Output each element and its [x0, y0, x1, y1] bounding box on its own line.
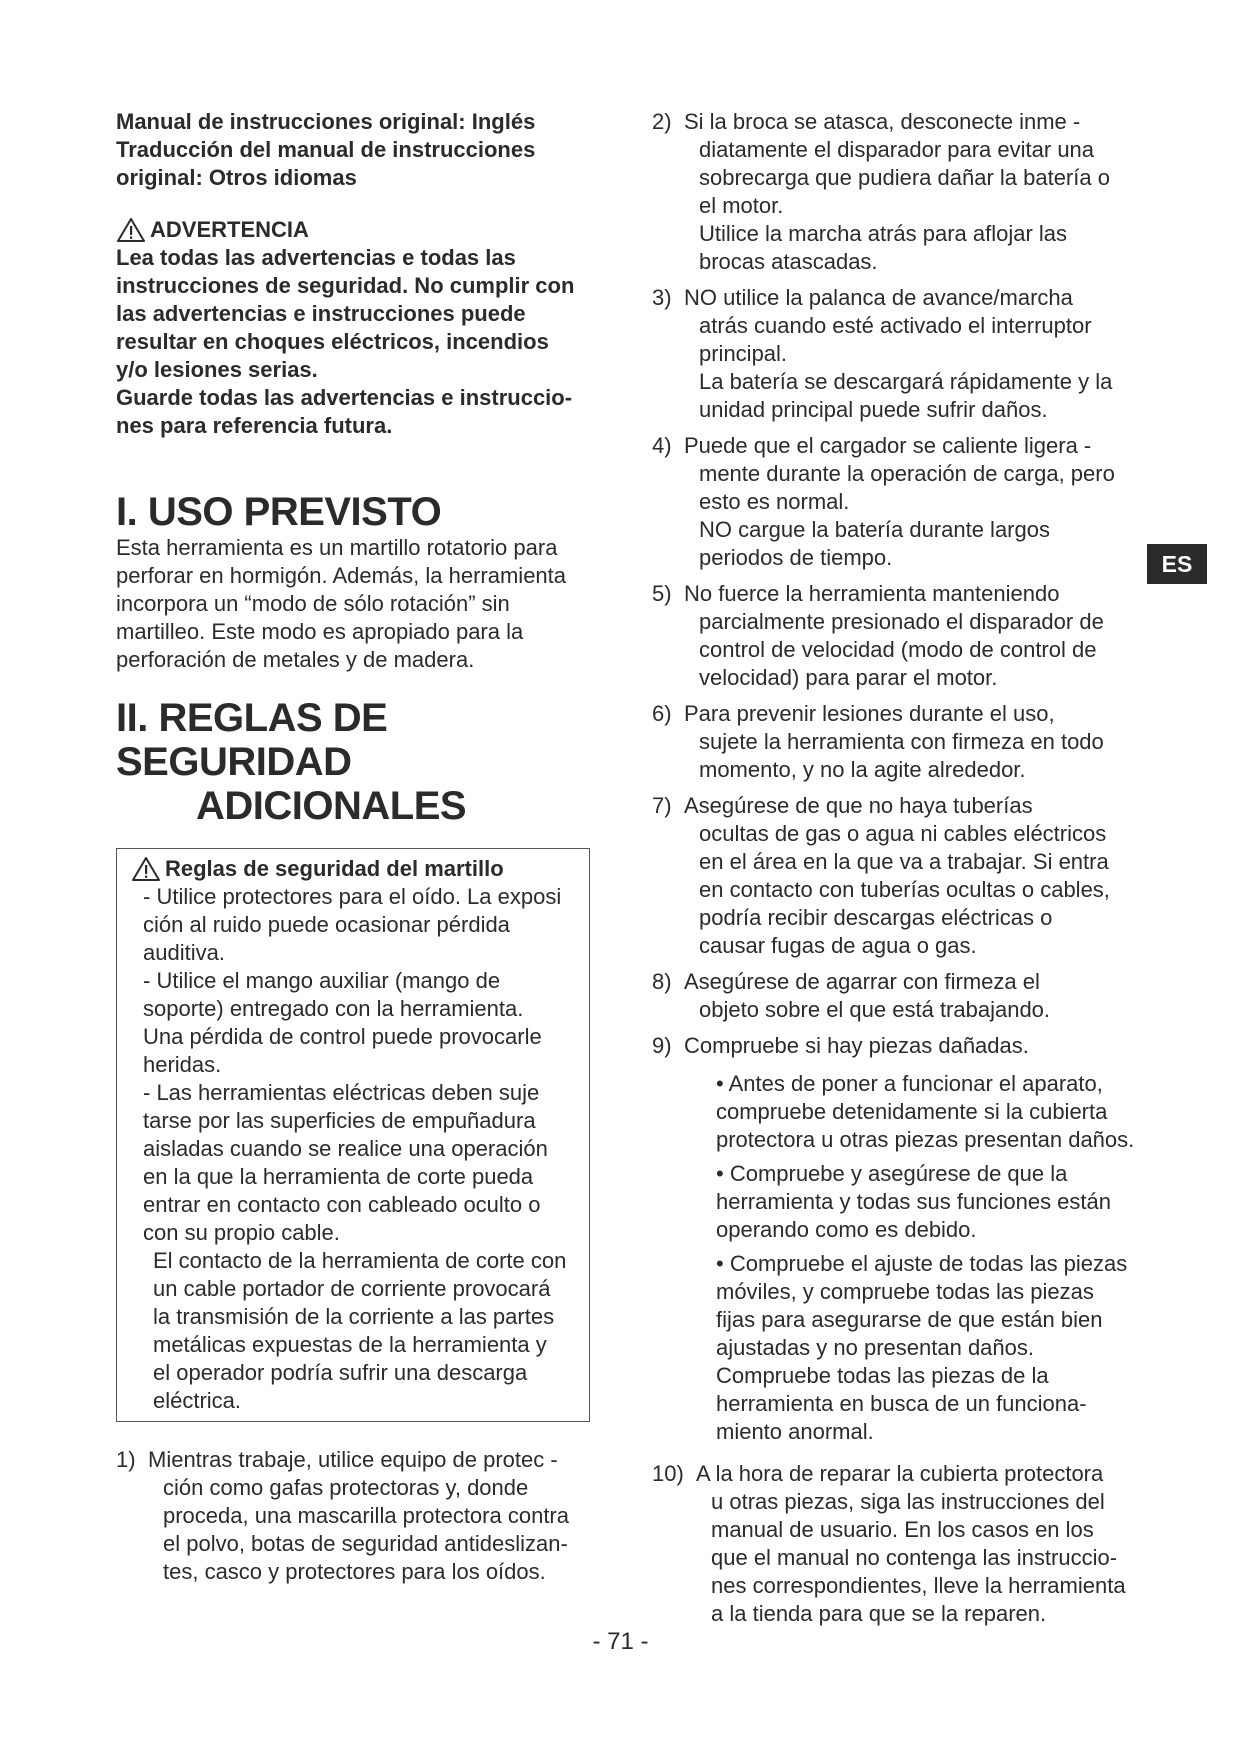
- list-text: [148, 1446, 590, 1586]
- list-line: esto es normal.: [699, 489, 850, 514]
- list-line: nes correspondientes, lleve la herramienta: [711, 1573, 1126, 1598]
- language-tab: ES: [1147, 544, 1207, 584]
- box-line: heridas.: [143, 1052, 222, 1077]
- title-line: ADICIONALES: [196, 784, 467, 828]
- list-item: [652, 1032, 1162, 1452]
- bullet-list: [684, 1070, 1162, 1446]
- header-line: Traducción del manual de instrucciones: [116, 137, 536, 162]
- box-line: ción al ruido puede ocasionar pérdida: [143, 912, 510, 937]
- warning-heading: [116, 216, 590, 244]
- box-line: soporte) entregado con la herramienta.: [143, 996, 524, 1021]
- list-line: a la tienda para que se la reparen.: [711, 1601, 1047, 1626]
- list-line: NO utilice la palanca de avance/marcha: [684, 285, 1073, 310]
- manual-header: [116, 108, 590, 192]
- bullet-line: herramienta en busca de un funciona-: [716, 1391, 1087, 1416]
- list-number: 7): [652, 793, 672, 818]
- bullet-line: miento anormal.: [716, 1419, 874, 1444]
- box-line: el operador podría sufrir una descarga: [153, 1360, 528, 1385]
- bullet-line: fijas para asegurarse de que están bien: [716, 1307, 1103, 1332]
- list-line: control de velocidad (modo de control de: [699, 637, 1097, 662]
- list-number: 10): [652, 1461, 684, 1486]
- left-numbered-list: [116, 1446, 590, 1586]
- bullet-line: protectora u otras piezas presentan daños.: [716, 1127, 1135, 1152]
- box-line: un cable portador de corriente provocará: [153, 1276, 551, 1301]
- warning-triangle-icon: [116, 217, 146, 243]
- list-line: el motor.: [699, 193, 784, 218]
- right-column: [652, 108, 1162, 1636]
- list-line: Compruebe si hay piezas dañadas.: [684, 1033, 1029, 1058]
- bullet-line: herramienta y todas sus funciones están: [716, 1189, 1112, 1214]
- bullet-item: [716, 1070, 1162, 1154]
- list-line: causar fugas de agua o gas.: [699, 933, 977, 958]
- bullet-line: ajustadas y no presentan daños.: [716, 1335, 1035, 1360]
- warning-triangle-icon: [131, 856, 161, 882]
- box-line: tarse por las superficies de empuñadura: [143, 1108, 536, 1133]
- list-line: sobrecarga que pudiera dañar la batería o: [699, 165, 1110, 190]
- body-line: incorpora un “modo de sólo rotación” sin: [116, 591, 510, 616]
- list-line: en contacto con tuberías ocultas o cables,: [699, 877, 1110, 902]
- list-item: [652, 792, 1162, 960]
- header-line: Manual de instrucciones original: Inglés: [116, 109, 536, 134]
- box-line: - Utilice el mango auxiliar (mango de: [143, 968, 501, 993]
- page-number: - 71 -: [592, 1628, 649, 1655]
- list-number: 4): [652, 433, 672, 458]
- list-line: manual de usuario. En los casos en los: [711, 1517, 1094, 1542]
- section1-body: [116, 534, 590, 674]
- list-item: [652, 700, 1162, 784]
- left-column: [116, 108, 590, 1594]
- box-line: metálicas expuestas de la herramienta y: [153, 1332, 547, 1357]
- box-line: - Utilice protectores para el oído. La exposi: [143, 884, 562, 909]
- list-line: sujete la herramienta con firmeza en todo: [699, 729, 1104, 754]
- list-line: periodos de tiempo.: [699, 545, 893, 570]
- bullet-line: operando como es debido.: [716, 1217, 977, 1242]
- list-number: 3): [652, 285, 672, 310]
- list-line: proceda, una mascarilla protectora contra: [163, 1503, 569, 1528]
- list-text: [684, 108, 1162, 276]
- list-text: [696, 1460, 1162, 1628]
- list-line: NO cargue la batería durante largos: [699, 517, 1050, 542]
- list-line: Mientras trabaje, utilice equipo de protec -: [148, 1447, 558, 1472]
- title-line: II. REGLAS DE SEGURIDAD: [116, 696, 388, 784]
- box-line: entrar en contacto con cableado oculto o: [143, 1192, 541, 1217]
- list-number: 8): [652, 969, 672, 994]
- warning-body: [116, 244, 590, 440]
- body-line: perforación de metales y de madera.: [116, 647, 475, 672]
- warning-line: Lea todas las advertencias e todas las: [116, 245, 516, 270]
- list-line: No fuerce la herramienta manteniendo: [684, 581, 1060, 606]
- list-item: [652, 1460, 1162, 1628]
- box-paragraph: [131, 1247, 583, 1415]
- box-item: [131, 883, 583, 967]
- list-line: podría recibir descargas eléctricas o: [699, 905, 1053, 930]
- body-line: martilleo. Este modo es apropiado para la: [116, 619, 524, 644]
- warning-line: las advertencias e instrucciones puede: [116, 301, 526, 326]
- body-line: Esta herramienta es un martillo rotatorio para: [116, 535, 558, 560]
- bullet-line: • Compruebe y asegúrese de que la: [716, 1161, 1068, 1186]
- list-line: atrás cuando esté activado el interruptor: [699, 313, 1092, 338]
- bullet-line: • Compruebe el ajuste de todas las piezas: [716, 1251, 1128, 1276]
- bullet-item: [716, 1250, 1162, 1446]
- list-line: Para prevenir lesiones durante el uso,: [684, 701, 1055, 726]
- bullet-line: Compruebe todas las piezas de la: [716, 1363, 1049, 1388]
- list-text: [684, 284, 1162, 424]
- list-text: [684, 1032, 1162, 1452]
- list-item: [116, 1446, 590, 1586]
- list-text: [684, 432, 1162, 572]
- list-line: Asegúrese de que no haya tuberías: [684, 793, 1033, 818]
- list-line: Puede que el cargador se caliente ligera -: [684, 433, 1092, 458]
- list-item: [652, 108, 1162, 276]
- list-line: momento, y no la agite alrededor.: [699, 757, 1026, 782]
- list-number: 2): [652, 109, 672, 134]
- list-line: parcialmente presionado el disparador de: [699, 609, 1104, 634]
- list-line: velocidad) para parar el motor.: [699, 665, 998, 690]
- list-line: La batería se descargará rápidamente y la: [699, 369, 1113, 394]
- list-line: u otras piezas, siga las instrucciones del: [711, 1489, 1105, 1514]
- list-line: Asegúrese de agarrar con firmeza el: [684, 969, 1040, 994]
- hammer-safety-box: [116, 848, 590, 1422]
- list-text: [684, 792, 1162, 960]
- list-line: Si la broca se atasca, desconecte inme -: [684, 109, 1081, 134]
- box-line: la transmisión de la corriente a las partes: [153, 1304, 555, 1329]
- hammer-box-heading: [131, 855, 583, 883]
- warning-line: Guarde todas las advertencias e instruccio-: [116, 385, 573, 410]
- box-line: - Las herramientas eléctricas deben suje: [143, 1080, 540, 1105]
- box-line: Una pérdida de control puede provocarle: [143, 1024, 542, 1049]
- box-line: eléctrica.: [153, 1388, 242, 1413]
- list-line: que el manual no contenga las instruccio-: [711, 1545, 1118, 1570]
- header-line: original: Otros idiomas: [116, 165, 357, 190]
- warning-line: resultar en choques eléctricos, incendios: [116, 329, 549, 354]
- list-line: brocas atascadas.: [699, 249, 878, 274]
- box-line: El contacto de la herramienta de corte con: [153, 1248, 567, 1273]
- box-item: [131, 967, 583, 1079]
- list-line: en el área en la que va a trabajar. Si entra: [699, 849, 1109, 874]
- warning-line: instrucciones de seguridad. No cumplir con: [116, 273, 575, 298]
- list-line: A la hora de reparar la cubierta protectora: [696, 1461, 1104, 1486]
- list-item: [652, 968, 1162, 1024]
- list-item: [652, 432, 1162, 572]
- list-item: [652, 284, 1162, 424]
- section-title-reglas: [116, 696, 590, 828]
- list-line: el polvo, botas de seguridad antideslizan-: [163, 1531, 568, 1556]
- list-number: 5): [652, 581, 672, 606]
- list-item: [652, 580, 1162, 692]
- bullet-line: compruebe detenidamente si la cubierta: [716, 1099, 1108, 1124]
- section-title-uso-previsto: I. USO PREVISTO: [116, 490, 442, 534]
- list-line: ción como gafas protectoras y, donde: [163, 1475, 529, 1500]
- list-number: 1): [116, 1447, 136, 1472]
- list-line: unidad principal puede sufrir daños.: [699, 397, 1048, 422]
- list-number: 9): [652, 1033, 672, 1058]
- list-line: objeto sobre el que está trabajando.: [699, 997, 1051, 1022]
- list-text: [684, 700, 1162, 784]
- box-line: con su propio cable.: [143, 1220, 340, 1245]
- body-line: perforar en hormigón. Además, la herramienta: [116, 563, 567, 588]
- list-line: diatamente el disparador para evitar una: [699, 137, 1095, 162]
- bullet-line: • Antes de poner a funcionar el aparato,: [716, 1071, 1103, 1096]
- box-line: aisladas cuando se realice una operación: [143, 1136, 548, 1161]
- warning-title: ADVERTENCIA: [150, 217, 309, 242]
- list-text: [684, 968, 1162, 1024]
- list-line: tes, casco y protectores para los oídos.: [163, 1559, 546, 1584]
- bullet-line: móviles, y compruebe todas las piezas: [716, 1279, 1094, 1304]
- box-line: auditiva.: [143, 940, 225, 965]
- list-line: ocultas de gas o agua ni cables eléctricos: [699, 821, 1107, 846]
- box-line: en la que la herramienta de corte pueda: [143, 1164, 534, 1189]
- bullet-item: [716, 1160, 1162, 1244]
- list-number: 6): [652, 701, 672, 726]
- warning-line: y/o lesiones serias.: [116, 357, 318, 382]
- list-line: principal.: [699, 341, 788, 366]
- list-line: Utilice la marcha atrás para aflojar las: [699, 221, 1068, 246]
- warning-line: nes para referencia futura.: [116, 413, 393, 438]
- list-text: [684, 580, 1162, 692]
- hammer-box-title: Reglas de seguridad del martillo: [165, 856, 504, 881]
- list-line: mente durante la operación de carga, pero: [699, 461, 1115, 486]
- box-item: [131, 1079, 583, 1247]
